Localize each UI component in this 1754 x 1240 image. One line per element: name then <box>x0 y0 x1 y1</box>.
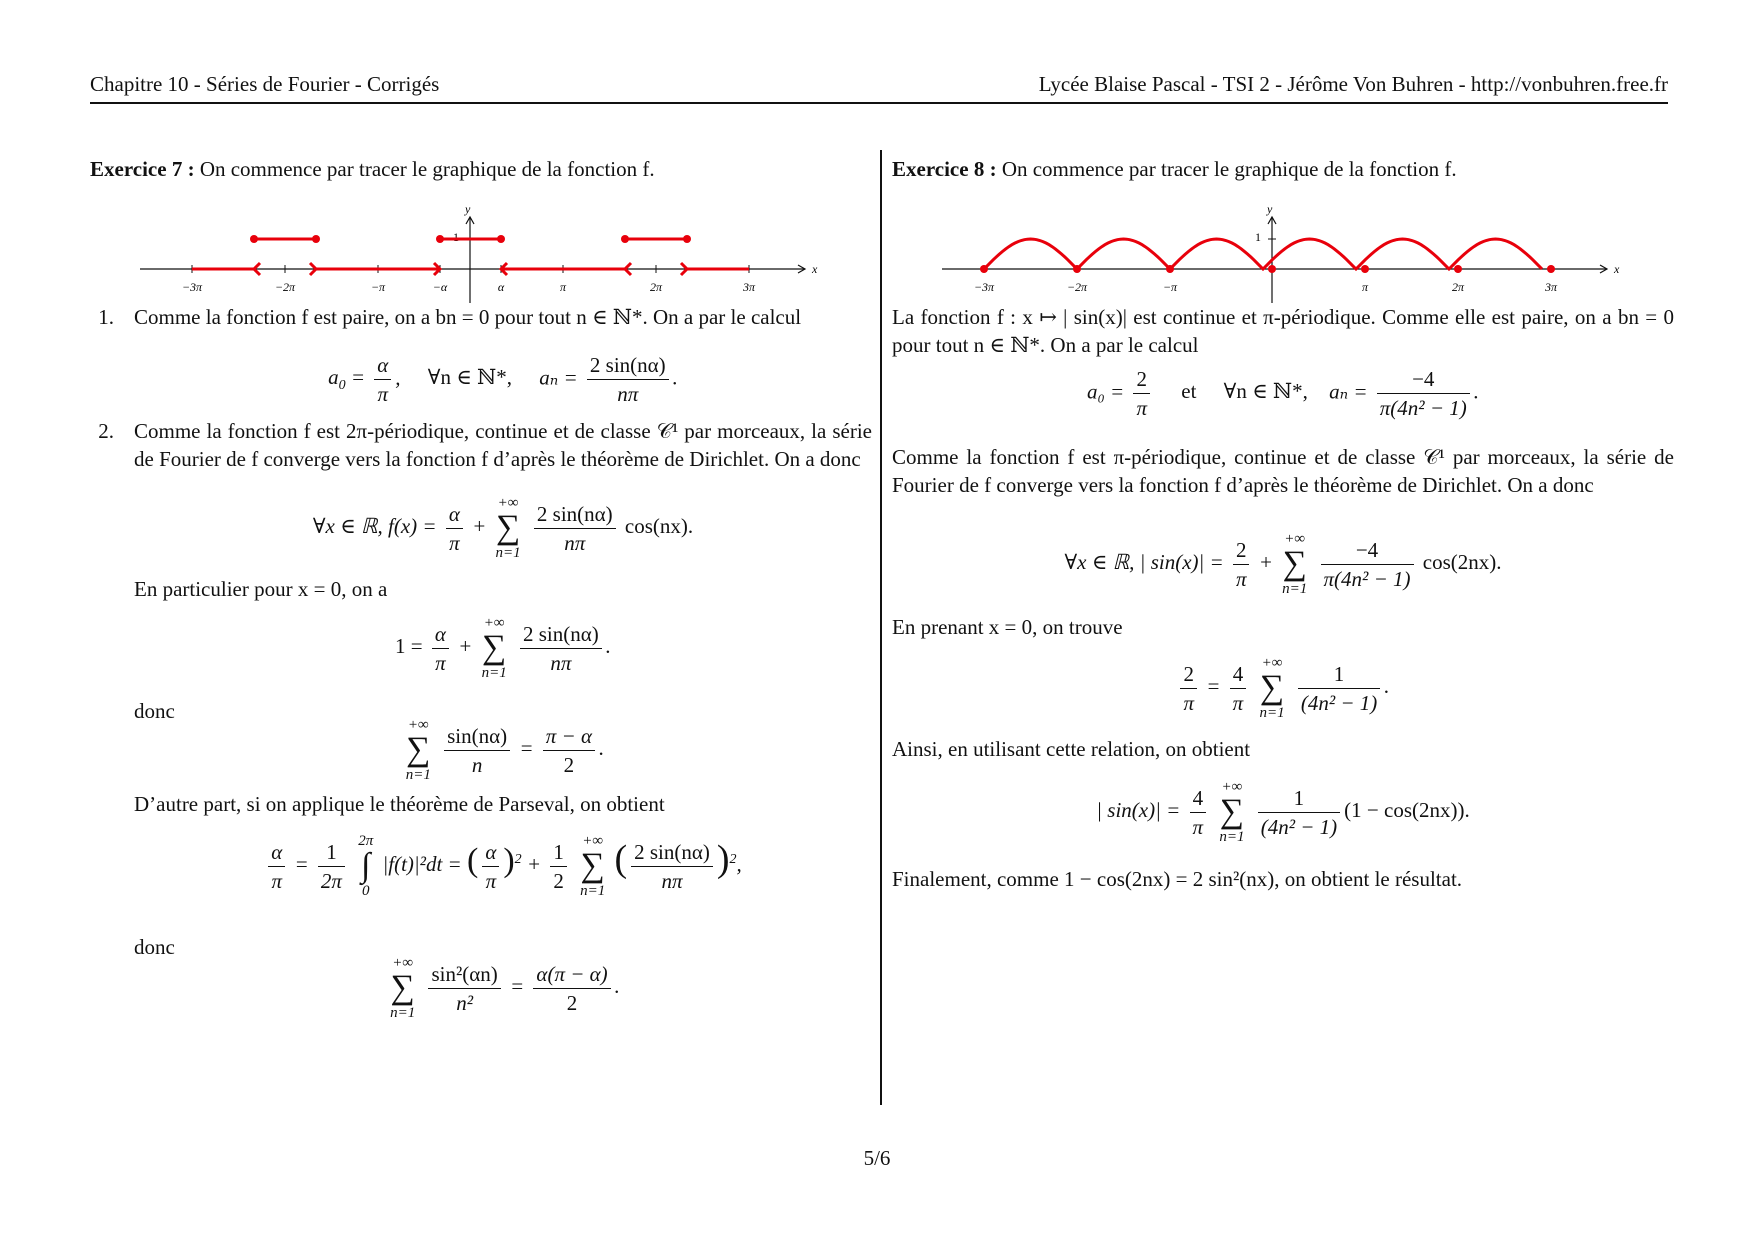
ex7-y-label: y <box>465 203 471 216</box>
page-header <box>90 72 1668 104</box>
ex8-p2: Comme la fonction f est π-périodique, continue et de classe 𝒞¹ par morceaux, la série de Fourier de f converge vers la fonction f d’après le théorème de Dirichlet. On a donc <box>892 445 1674 497</box>
ex7-intro: On commence par tracer le graphique de la fonction f. <box>199 157 655 181</box>
ex7-graph <box>140 203 820 313</box>
ex7-eq4: +∞ ∑ n=1 $\frac{\sin(n\alpha)}{n}$ = $\frac{\pi - \alpha}{2}$ . <box>405 717 605 783</box>
ex8-y-one: 1 <box>1255 230 1261 244</box>
ex7-text-donc1: donc <box>134 699 175 723</box>
ex8-p4: Ainsi, en utilisant cette relation, on obtient <box>892 737 1251 761</box>
ex7-heading <box>90 155 872 183</box>
ex7-tick-label: −2π <box>274 280 296 294</box>
ex8-tick-label: −2π <box>1066 280 1088 294</box>
ex7-tick-label: −3π <box>181 280 203 294</box>
ex7-tick-label: 2π <box>649 280 663 294</box>
ex7-y-one: 1 <box>453 230 459 244</box>
ex8-p5: Finalement, comme 1 − cos(2nx) = 2 sin²(nx), on obtient le résultat. <box>892 867 1463 891</box>
ex8-eq2: ∀x ∈ ℝ, | sin(x)| = $\frac{2}{\pi}$ + +∞ ∑ n=1 $\frac{-4}{\text{π(4n² − 1)}}$ cos(2nx). <box>1064 531 1502 597</box>
ex7-text-donc2: donc <box>134 935 175 959</box>
column-divider <box>880 150 882 1105</box>
ex7-eq6: +∞ ∑ n=1 $\frac{\text{sin²(αn)}}{\text{n²}}$ = $\frac{\alpha(\pi - \alpha)}{2}$ . <box>390 955 620 1021</box>
ex7-text-parseval: D’autre part, si on applique le théorème de Parseval, on obtient <box>134 792 665 816</box>
ex8-tick-label: −π <box>1162 280 1178 294</box>
ex7-x-label: x <box>812 262 818 276</box>
ex7-eq1: $a_0$ = $\frac{\alpha}{\pi}$ , ∀n ∈ ℕ*, aₙ = $\frac{2 \sin(n\alpha)}{n\pi}$ . <box>328 353 678 406</box>
ex7-tick-label: 3π <box>742 280 756 294</box>
ex7-tick-label: π <box>559 280 567 294</box>
ex7-tick-label: −α <box>432 280 448 294</box>
ex7-item1-number: 1. <box>98 305 114 329</box>
ex7-item2-number: 2. <box>98 419 114 443</box>
ex8-p3: En prenant x = 0, on trouve <box>892 615 1123 639</box>
ex7-item2-text: Comme la fonction f est 2π-périodique, continue et de classe 𝒞¹ par morceaux, la série de Fourier de f converge vers la fonction f d’après le théorème de Dirichlet. On a donc <box>134 419 872 471</box>
page-number: 5/6 <box>863 1146 891 1170</box>
ex8-tick-label: π <box>1361 280 1369 294</box>
ex8-p1: La fonction f : x ↦ | sin(x)| est continue et π-périodique. Comme elle est paire, on a bn = 0 pour tout n ∈ ℕ*. On a par le calcul <box>892 305 1674 357</box>
ex8-tick-label: 3π <box>1544 280 1558 294</box>
ex8-graph <box>942 203 1622 313</box>
ex8-intro: On commence par tracer le graphique de la fonction f. <box>1001 157 1457 181</box>
ex7-eq3: 1 = $\frac{\alpha}{\pi}$ + +∞ ∑ n=1 $\frac{2 \sin(n\alpha)}{n\pi}$ . <box>395 615 611 681</box>
ex8-tick-label: −3π <box>973 280 995 294</box>
ex7-title: Exercice 7 : <box>90 157 195 181</box>
ex7-tick-label: α <box>497 280 505 294</box>
ex7-eq2: ∀x ∈ ℝ, f(x) = $\frac{\alpha}{\pi}$ + +∞ ∑ n=1 $\frac{2 \sin(n\alpha)}{n\pi}$ cos(nx). <box>312 495 694 561</box>
ex8-title: Exercice 8 : <box>892 157 997 181</box>
ex8-y-label: y <box>1267 203 1273 216</box>
ex8-eq3: $\frac{2}{\pi}$ = $\frac{4}{\pi}$ +∞ ∑ n=1 $\frac{1}{\text{(4n² − 1)}}$ . <box>892 655 1674 721</box>
ex8-function-plot <box>984 239 1542 269</box>
ex7-eq1-forall: ∀n ∈ ℕ*, <box>427 365 512 390</box>
header-school: Lycée Blaise Pascal - TSI 2 - Jérôme Von Buhren - http://vonbuhren.free.fr <box>1038 72 1668 96</box>
ex7-tick-label: −π <box>370 280 386 294</box>
ex8-eq4: | sin(x)| = $\frac{4}{\pi}$ +∞ ∑ n=1 $\frac{1}{\text{(4n² − 1)}}$ (1 − cos(2nx)). <box>1096 779 1470 845</box>
ex8-tick-label: 2π <box>1451 280 1465 294</box>
ex8-heading <box>892 155 1674 183</box>
header-chapter: Chapitre 10 - Séries de Fourier - Corrigés <box>90 72 440 96</box>
ex8-x-label: x <box>1614 262 1620 276</box>
ex7-eq5: $\frac{\alpha}{\pi}$ = $\frac{1}{2\pi}$ 2π ∫ 0 |f(t)|²dt = ( $\frac{\alpha}{\pi}$ )$^2$ + $\frac{1}{2}$ +∞ ∑ n=1 ( $\frac{2 \sin(n\alpha)}{n\pi}$ )$^2$, <box>134 833 872 899</box>
ex7-text-particular: En particulier pour x = 0, on a <box>134 577 388 601</box>
ex8-eq1: a₀ = $\frac{2}{\pi}$ et ∀n ∈ ℕ*, aₙ = $\frac{-4}{\text{π(4n² − 1)}}$ . <box>1086 367 1479 420</box>
ex7-item1-text: Comme la fonction f est paire, on a bn = 0 pour tout n ∈ ℕ*. On a par le calcul <box>134 305 802 329</box>
